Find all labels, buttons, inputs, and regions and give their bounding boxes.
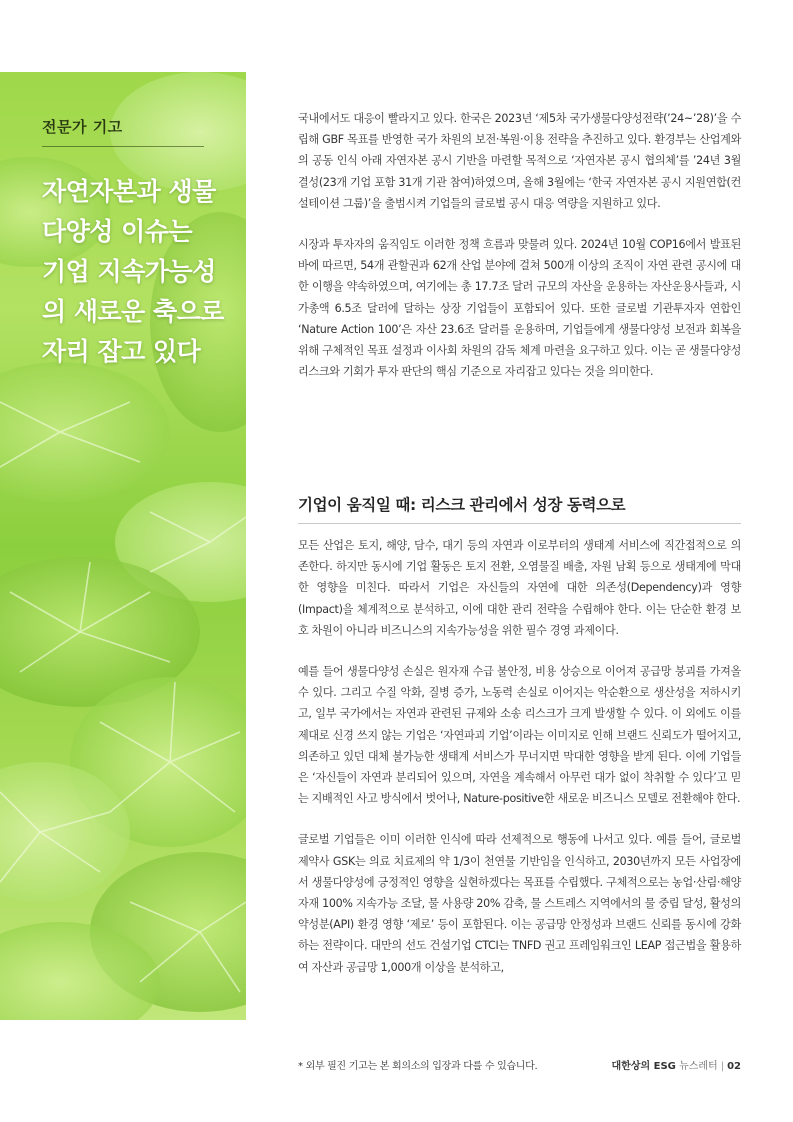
article-headline: 자연자본과 생물 다양성 이슈는 기업 지속가능성 의 새로운 축으로 자리 잡고 있다 (42, 177, 224, 366)
body-paragraph: 글로벌 기업들은 이미 이러한 인식에 따라 선제적으로 행동에 나서고 있다. 예를 들어, 글로벌 제약사 GSK는 의료 치료제의 약 1/3이 천연물 기반임을 인식하고, 2030년까지 모든 사업장에서 생물다양성에 긍정적인 영향을 실현하겠다는 목표를 수립했다. 구체적으로는 농업·산림·해양 자재 100% 지속가능 조달, 물 사용량 20% 감축, 물 스트레스 지역에서의 물 중립 달성, 활성의약성분(API) 환경 영향 ‘제로’ 등이 포함된다. 이는 공급망 안정성과 브랜드 신뢰를 동시에 강화하는 전략이다. 대만의 선도 건설기업 CTCI는 TNFD 권고 프레임워크인 LEAP 접근법을 활용하여 자산과 공급망 1,000개 이상을 분석하고, (298, 833, 741, 974)
body-paragraph: 국내에서도 대응이 빨라지고 있다. 한국은 2023년 ‘제5차 국가생물다양성전략(’24~’28)’을 수립해 GBF 목표를 반영한 국가 차원의 보전·복원·이용 전략을 추진하고 있다. 환경부는 산업계와의 공동 인식 아래 자연자본 공시 기반을 마련할 목적으로 ‘자연자본 공시 협의체’를 ’24년 3월 결성(23개 기업 포함 31개 기관 참여)하였으며, 올해 3월에는 ‘한국 자연자본 공시 지원연합(컨설테이션 그룹)’을 출범시켜 기업들의 글로벌 공시 대응 역량을 지원하고 있다. (298, 112, 741, 210)
footer-organization: 대한상의 ESG (611, 1061, 676, 1072)
page-footer (612, 1057, 742, 1072)
body-paragraph: 예를 들어 생물다양성 손실은 원자재 수급 불안정, 비용 상승으로 이어져 공급망 붕괴를 가져올 수 있다. 그리고 수질 악화, 질병 증가, 노동력 손실로 이어지는 악순환으로 생산성을 저하시키고, 일부 국가에서는 자연과 관련된 규제와 소송 리스크가 크게 발생할 수 있다. 이 외에도 이를 제대로 신경 쓰지 않는 기업은 ‘자연파괴 기업’이라는 이미지로 인해 브랜드 신뢰도가 떨어지고, 의존하고 있던 대체 불가능한 생태계 서비스가 무너지면 막대한 영향을 받게 된다. 이에 기업들은 ‘자신들이 자연과 분리되어 있으며, 자연을 계속해서 아무런 대가 없이 착취할 수 있다’고 믿는 지배적인 사고 방식에서 벗어나, Nature-positive한 새로운 비즈니스 모델로 전환해야 한다. (298, 665, 741, 806)
intro-body (298, 108, 741, 402)
footer-separator: | (720, 1061, 725, 1072)
page-number: 02 (727, 1061, 741, 1072)
article-category-label: 전문가 기고 (42, 118, 123, 136)
cover-image-panel (0, 72, 246, 1020)
footer-publication: 뉴스레터 (679, 1061, 718, 1072)
section-divider (298, 523, 741, 524)
body-paragraph: 모든 산업은 토지, 해양, 담수, 대기 등의 자연과 이로부터의 생태계 서비스에 직간접적으로 의존한다. 하지만 동시에 기업 활동은 토지 전환, 오염물질 배출, 자원 남획 등으로 생태계에 막대한 영향을 미친다. 따라서 기업은 자신들의 자연에 대한 의존성(Dependency)과 영향(Impact)을 체계적으로 분석하고, 이에 대한 관리 전략을 수립해야 한다. 이는 단순한 환경 보호 차원이 아니라 비즈니스의 지속가능성을 위한 필수 경영 과제이다. (298, 539, 741, 637)
disclaimer-footnote: * 외부 필진 기고는 본 회의소의 입장과 다를 수 있습니다. (298, 1061, 538, 1072)
section-body (298, 535, 741, 998)
body-paragraph: 시장과 투자자의 움직임도 이러한 정책 흐름과 맞물려 있다. 2024년 10월 COP16에서 발표된 바에 따르면, 54개 관할권과 62개 산업 분야에 걸쳐 500개 이상의 조직이 자연 관련 공시에 대한 이행을 약속하였으며, 여기에는 총 17.7조 달러 규모의 자산을 운용하는 자산운용사들과, 시가총액 6.5조 달러에 달하는 상장 기업들이 포함되어 있다. 또한 글로벌 기관투자자 연합인 ‘Nature Action 100’은 자산 23.6조 달러를 운용하며, 기업들에게 생물다양성 보전과 회복을 위해 구체적인 목표 설정과 이사회 차원의 감독 체계 마련을 요구하고 있다. 이는 곧 생물다양성 리스크와 기회가 투자 판단의 핵심 기준으로 자리잡고 있다는 것을 의미한다. (298, 238, 741, 379)
kicker-divider (42, 146, 204, 147)
section-heading: 기업이 움직일 때: 리스크 관리에서 성장 동력으로 (298, 496, 626, 514)
